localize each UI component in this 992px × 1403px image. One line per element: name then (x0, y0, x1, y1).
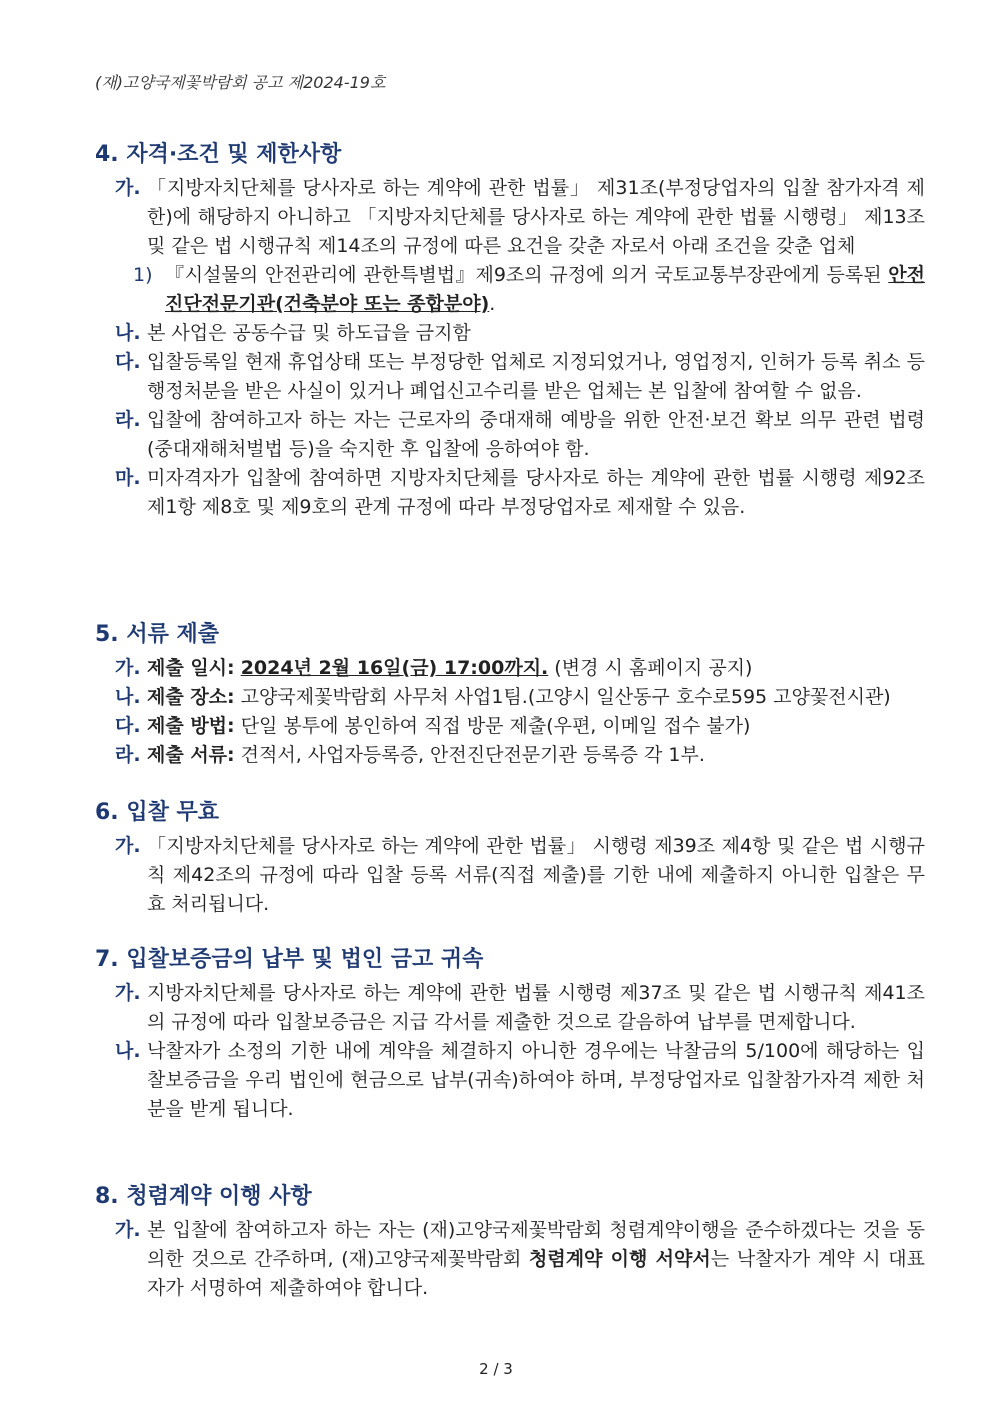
section-heading: 5. 서류 제출 (95, 622, 219, 647)
item-note: (변경 시 홈페이지 공지) (548, 657, 753, 679)
item-text: 지방자치단체를 당사자로 하는 계약에 관한 법률 시행령 제37조 및 같은 법 시행규칙 제41조의 규정에 따라 입찰보증금은 지급 각서를 제출한 것으로 갈음하여 납부를 면제합니다. (147, 982, 925, 1033)
list-item (95, 464, 925, 522)
list-item (95, 174, 925, 261)
list-item (95, 741, 925, 770)
section-heading: 8. 청렴계약 이행 사항 (95, 1184, 312, 1209)
submission-deadline: 2024년 2월 16일(금) 17:00까지. (240, 657, 549, 679)
item-marker: 가. (115, 982, 141, 1004)
item-marker: 가. (115, 835, 141, 857)
list-item (95, 654, 925, 683)
section-heading: 4. 자격·조건 및 제한사항 (95, 142, 342, 167)
section-document-submission (95, 620, 925, 770)
item-text: 「지방자치단체를 당사자로 하는 계약에 관한 법률」 제31조(부정당업자의 입찰 참가자격 제한)에 해당하지 아니하고 「지방자치단체를 당사자로 하는 계약에 관한 법률 시행령」 제13조 및 같은 법 시행규칙 제14조의 규정에 따른 요건을 갖춘 자로서 아래 조건을 갖춘 업체 (147, 177, 925, 257)
list-item (95, 1037, 925, 1124)
sub-list-item (95, 261, 925, 319)
item-marker: 가. (115, 177, 141, 199)
item-marker: 가. (115, 1219, 141, 1241)
item-marker: 다. (115, 715, 141, 737)
item-marker: 나. (115, 1040, 141, 1062)
item-text: . (489, 293, 496, 315)
item-text: 고양국제꽃박람회 사무처 사업1팀.(고양시 일산동구 호수로595 고양꽃전시관) (234, 686, 891, 708)
list-item (95, 1216, 925, 1303)
item-marker: 라. (115, 409, 141, 431)
section-bid-invalidation (95, 798, 925, 919)
section-bid-bond (95, 945, 925, 1124)
item-marker: 나. (115, 322, 141, 344)
emphasized-text: 안전진단전문기관(건축분야 또는 종합분야) (165, 264, 925, 315)
item-text: 단일 봉투에 봉인하여 직접 방문 제출(우편, 이메일 접수 불가) (234, 715, 751, 737)
notice-number: (재)고양국제꽃박람회 공고 제2024-19호 (95, 73, 386, 92)
list-item (95, 683, 925, 712)
item-text: 「지방자치단체를 당사자로 하는 계약에 관한 법률」 시행령 제39조 제4항 및 같은 법 시행규칙 제42조의 규정에 따라 입찰 등록 서류(직접 제출)를 기한 내에 제출하지 아니한 입찰은 무효 처리됩니다. (147, 835, 925, 915)
section-integrity-contract (95, 1182, 925, 1303)
emphasized-text: 청렴계약 이행 서약서 (528, 1248, 711, 1270)
section-heading: 6. 입찰 무효 (95, 800, 219, 825)
item-marker: 마. (115, 467, 141, 489)
page-number: 2 / 3 (479, 1360, 513, 1378)
item-text: 낙찰자가 소정의 기한 내에 계약을 체결하지 아니한 경우에는 낙찰금의 5/100에 해당하는 입찰보증금을 우리 법인에 현금으로 납부(귀속)하여야 하며, 부정당업자로 입찰참가자격 제한 처분을 받게 됩니다. (147, 1040, 925, 1120)
item-label: 제출 방법: (147, 715, 235, 737)
section-heading: 7. 입찰보증금의 납부 및 법인 금고 귀속 (95, 947, 484, 972)
list-item (95, 348, 925, 406)
item-text: 입찰에 참여하고자 하는 자는 근로자의 중대재해 예방을 위한 안전·보건 확보 의무 관련 법령(중대재해처벌법 등)을 숙지한 후 입찰에 응하여야 함. (147, 409, 925, 460)
list-item (95, 832, 925, 919)
list-item (95, 979, 925, 1037)
list-item (95, 406, 925, 464)
item-text: 입찰등록일 현재 휴업상태 또는 부정당한 업체로 지정되었거나, 영업정지, 인허가 등록 취소 등 행정처분을 받은 사실이 있거나 폐업신고수리를 받은 업체는 본 입찰에 참여할 수 없음. (147, 351, 925, 402)
item-marker: 가. (115, 657, 141, 679)
item-label: 제출 일시: (147, 657, 235, 679)
item-label: 제출 장소: (147, 686, 235, 708)
item-text: 미자격자가 입찰에 참여하면 지방자치단체를 당사자로 하는 계약에 관한 법률 시행령 제92조 제1항 제8호 및 제9호의 관계 규정에 따라 부정당업자로 제재할 수 있음. (147, 467, 925, 518)
item-marker: 1) (133, 264, 153, 286)
item-text: 견적서, 사업자등록증, 안전진단전문기관 등록증 각 1부. (234, 744, 705, 766)
section-qualifications (95, 140, 925, 522)
item-text: 본 사업은 공동수급 및 하도급을 금지함 (147, 322, 471, 344)
item-text: 는 낙찰자가 계약 시 대표자가 서명하여 제출하여야 합니다. (147, 1248, 925, 1299)
item-text: 『시설물의 안전관리에 관한특별법』제9조의 규정에 의거 국토교통부장관에게 등록된 (165, 264, 889, 286)
item-marker: 라. (115, 744, 141, 766)
item-text: 본 입찰에 참여하고자 하는 자는 (재)고양국제꽃박람회 청렴계약이행을 준수하겠다는 것을 동의한 것으로 간주하며, (재)고양국제꽃박람회 (147, 1219, 925, 1270)
list-item (95, 319, 925, 348)
item-marker: 다. (115, 351, 141, 373)
list-item (95, 712, 925, 741)
item-label: 제출 서류: (147, 744, 235, 766)
item-marker: 나. (115, 686, 141, 708)
